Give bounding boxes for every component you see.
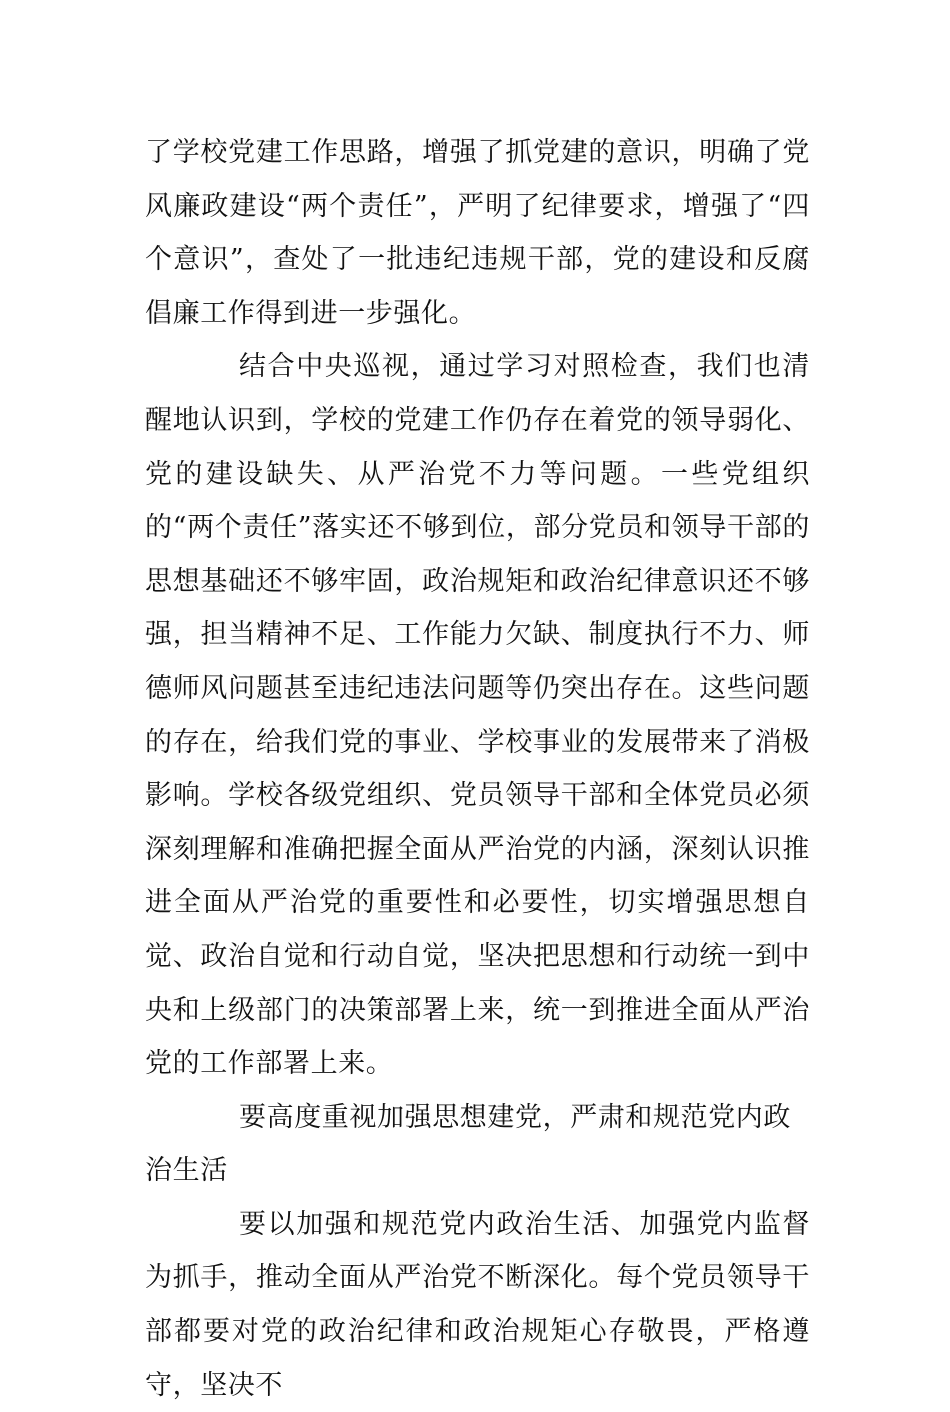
document-body — [145, 126, 810, 1412]
paragraph-continuation: 了学校党建工作思路，增强了抓党建的意识，明确了党风廉政建设“两个责任”，严明了纪律要求，增强了“四个意识”，查处了一批违纪违规干部，党的建设和反腐倡廉工作得到进一步强化。 — [145, 137, 810, 329]
section-heading-ideological-party-building: 要高度重视加强思想建党，严肃和规范党内政治生活 — [145, 1101, 791, 1187]
paragraph-inspection-findings: 结合中央巡视，通过学习对照检查，我们也清醒地认识到，学校的党建工作仍存在着党的领导弱化、党的建设缺失、从严治党不力等问题。一些党组织的“两个责任”落实还不够到位，部分党员和领导干部的思想基础还不够牢固，政治规矩和政治纪律意识还不够强，担当精神不足、工作能力欠缺、制度执行不力、师德师风问题甚至违纪违法问题等仍突出存在。这些问题的存在，给我们党的事业、学校事业的发展带来了消极影响。学校各级党组织、党员领导干部和全体党员必须深刻理解和准确把握全面从严治党的内涵，深刻认识推进全面从严治党的重要性和必要性，切实增强思想自觉、政治自觉和行动自觉，坚决把思想和行动统一到中央和上级部门的决策部署上来，统一到推进全面从严治党的工作部署上来。 — [145, 351, 810, 1080]
paragraph-political-life: 要以加强和规范党内政治生活、加强党内监督为抓手，推动全面从严治党不断深化。每个党员领导干部都要对党的政治纪律和政治规矩心存敬畏，严格遵守，坚决不 — [145, 1208, 810, 1401]
